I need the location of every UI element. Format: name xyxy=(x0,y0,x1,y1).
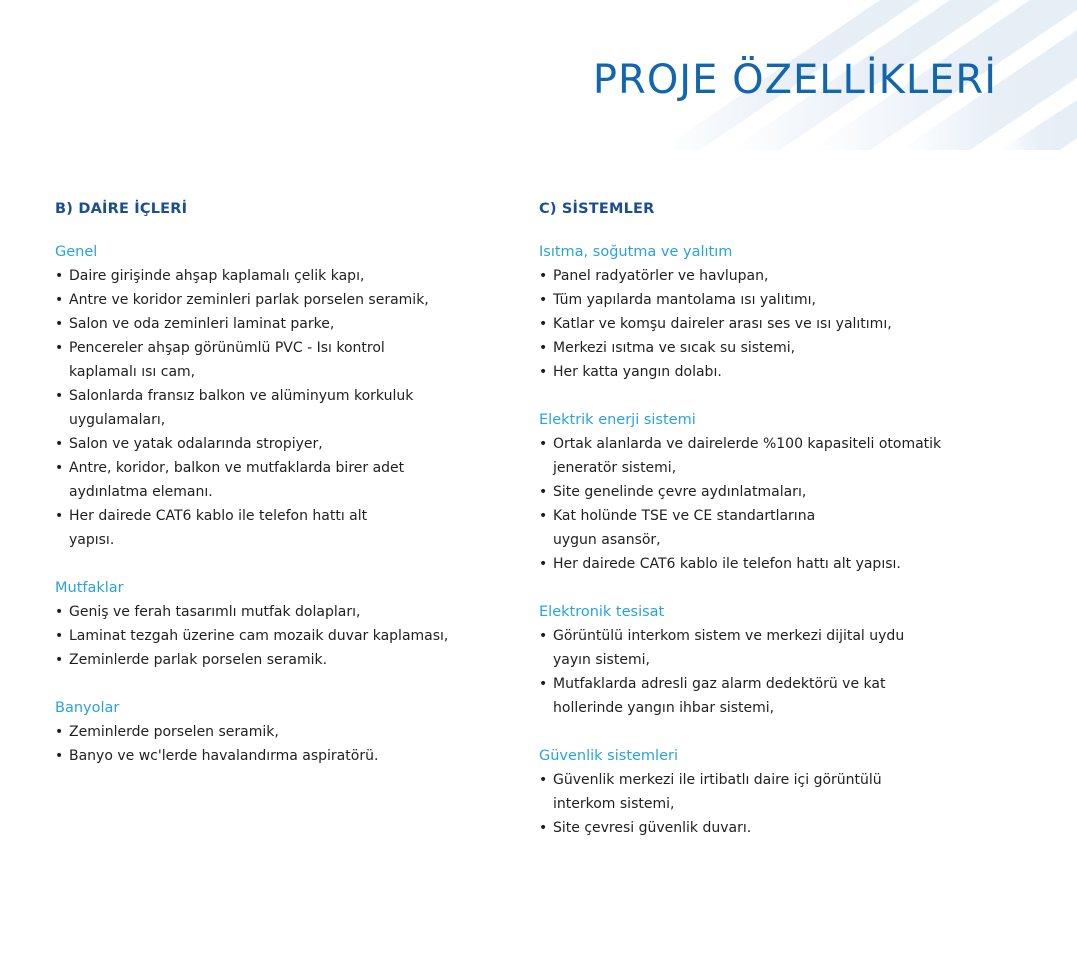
list-item: • Pencereler ahşap görünümlü PVC - Isı kontrol kaplamalı ısı cam, xyxy=(55,340,385,380)
list-item: • Panel radyatörler ve havlupan, xyxy=(539,268,769,284)
group-title: Mutfaklar xyxy=(55,580,124,596)
group-isitma xyxy=(539,240,1009,384)
list-item: • Güvenlik merkezi ile irtibatlı daire içi görüntülü interkom sistemi, xyxy=(539,772,882,812)
list-item: • Antre, koridor, balkon ve mutfaklarda birer adet aydınlatma elemanı. xyxy=(55,460,405,500)
list-item: • Salonlarda fransız balkon ve alüminyum korkuluk uygulamaları, xyxy=(55,388,414,428)
list-item: • Ortak alanlarda ve dairelerde %100 kapasiteli otomatik jeneratör sistemi, xyxy=(539,436,942,476)
list-item: • Her dairede CAT6 kablo ile telefon hattı alt yapısı. xyxy=(55,508,368,548)
group-title: Elektrik enerji sistemi xyxy=(539,412,696,428)
group-elektronik xyxy=(539,600,1009,720)
group-title: Genel xyxy=(55,244,98,260)
group-title: Güvenlik sistemleri xyxy=(539,748,678,764)
group-guvenlik xyxy=(539,744,1009,840)
group-genel xyxy=(55,240,525,552)
section-heading: C) SİSTEMLER xyxy=(539,201,655,217)
group-elektrik xyxy=(539,408,1009,576)
list-item: • Her katta yangın dolabı. xyxy=(539,364,722,380)
list-item: • Antre ve koridor zeminleri parlak porselen seramik, xyxy=(55,292,429,308)
list-item: • Salon ve yatak odalarında stropiyer, xyxy=(55,436,323,452)
list-item: • Katlar ve komşu daireler arası ses ve ısı yalıtımı, xyxy=(539,316,892,332)
list-item: • Görüntülü interkom sistem ve merkezi dijital uydu yayın sistemi, xyxy=(539,628,905,668)
section-daire-icleri xyxy=(55,198,525,792)
group-title: Elektronik tesisat xyxy=(539,604,665,620)
list-item: • Her dairede CAT6 kablo ile telefon hattı alt yapısı. xyxy=(539,556,901,572)
page-title: PROJE ÖZELLİKLERİ xyxy=(592,57,997,103)
list-item: • Salon ve oda zeminleri laminat parke, xyxy=(55,316,335,332)
section-heading: B) DAİRE İÇLERİ xyxy=(55,201,188,217)
group-title: Isıtma, soğutma ve yalıtım xyxy=(539,244,733,260)
list-item: • Zeminlerde porselen seramik, xyxy=(55,724,279,740)
list-item: • Laminat tezgah üzerine cam mozaik duvar kaplaması, xyxy=(55,628,449,644)
list-item: • Geniş ve ferah tasarımlı mutfak dolapları, xyxy=(55,604,361,620)
list-item: • Tüm yapılarda mantolama ısı yalıtımı, xyxy=(539,292,816,308)
group-title: Banyolar xyxy=(55,700,120,716)
list-item: • Site genelinde çevre aydınlatmaları, xyxy=(539,484,807,500)
list-item: • Banyo ve wc'lerde havalandırma aspiratörü. xyxy=(55,748,379,764)
list-item: • Site çevresi güvenlik duvarı. xyxy=(539,820,752,836)
group-banyolar xyxy=(55,696,525,768)
list-item: • Daire girişinde ahşap kaplamalı çelik kapı, xyxy=(55,268,365,284)
list-item: • Zeminlerde parlak porselen seramik. xyxy=(55,652,328,668)
group-mutfaklar xyxy=(55,576,525,672)
section-sistemler xyxy=(539,198,1009,864)
list-item: • Merkezi ısıtma ve sıcak su sistemi, xyxy=(539,340,796,356)
list-item: • Mutfaklarda adresli gaz alarm dedektörü ve kat hollerinde yangın ihbar sistemi, xyxy=(539,676,886,716)
list-item: • Kat holünde TSE ve CE standartlarına uygun asansör, xyxy=(539,508,816,548)
